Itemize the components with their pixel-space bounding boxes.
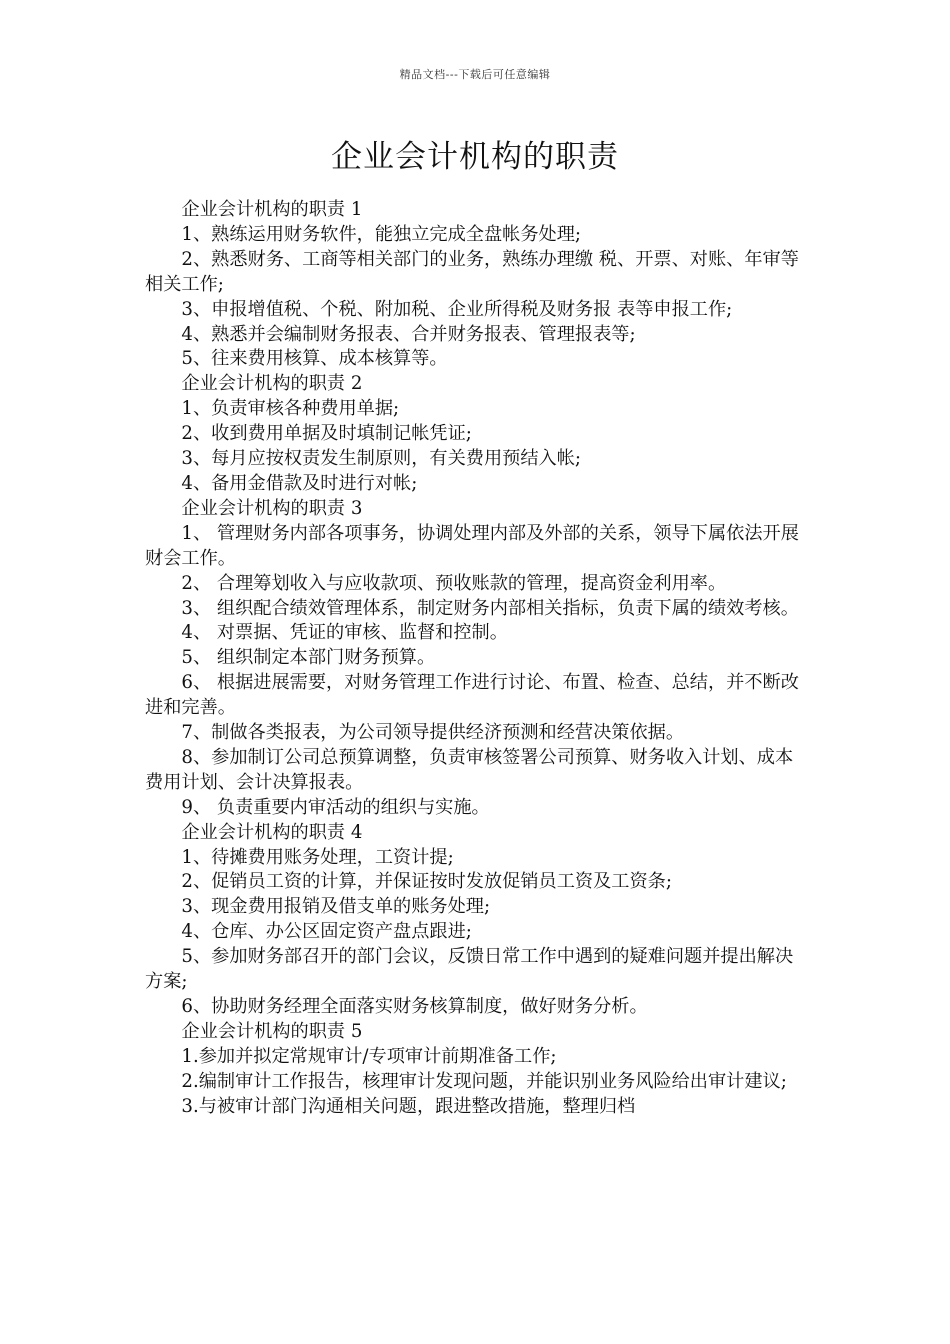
paragraph: 5、 组织制定本部门财务预算。 xyxy=(181,647,436,669)
paragraph: 3、 组织配合绩效管理体系，制定财务内部相关指标，负责下属的绩效考核。 xyxy=(181,597,799,619)
paragraph: 4、仓库、办公区固定资产盘点跟进; xyxy=(181,921,472,943)
paragraph: 2、 合理筹划收入与应收款项、预收账款的管理，提高资金利用率。 xyxy=(181,572,727,594)
paragraph: 3、每月应按权责发生制原则，有关费用预结入帐; xyxy=(181,448,582,470)
paragraph: 4、备用金借款及时进行对帐; xyxy=(181,472,418,494)
paragraph: 2、收到费用单据及时填制记帐凭证; xyxy=(181,423,472,445)
document-body xyxy=(145,198,810,1120)
paragraph: 3、申报增值税、个税、附加税、企业所得税及财务报 表等申报工作; xyxy=(181,298,733,320)
paragraph: 4、 对票据、凭证的审核、监督和控制。 xyxy=(181,622,508,644)
paragraph: 1、负责审核各种费用单据; xyxy=(181,398,400,420)
paragraph: 6、 根据进展需要，对财务管理工作进行讨论、布置、检查、总结，并不断改进和完善。 xyxy=(145,672,799,719)
paragraph: 2、促销员工资的计算，并保证按时发放促销员工资及工资条; xyxy=(181,871,672,893)
paragraph: 3.与被审计部门沟通相关问题，跟进整改措施，整理归档 xyxy=(181,1095,636,1117)
paragraph: 1.参加并拟定常规审计/专项审计前期准备工作; xyxy=(181,1045,557,1067)
section-heading: 企业会计机构的职责 2 xyxy=(181,373,363,395)
paragraph: 2.编制审计工作报告，核理审计发现问题，并能识别业务风险给出审计建议; xyxy=(181,1070,787,1092)
paragraph: 9、 负责重要内审活动的组织与实施。 xyxy=(181,796,490,818)
paragraph: 5、参加财务部召开的部门会议，反馈日常工作中遇到的疑难问题并提出解决方案; xyxy=(145,946,794,993)
paragraph: 1、熟练运用财务软件，能独立完成全盘帐务处理; xyxy=(181,223,582,245)
paragraph: 1、 管理财务内部各项事务，协调处理内部及外部的关系，领导下属依法开展财会工作。 xyxy=(145,522,799,569)
section-heading: 企业会计机构的职责 3 xyxy=(181,497,363,519)
paragraph: 8、参加制订公司总预算调整，负责审核签署公司预算、财务收入计划、成本费用计划、会计决算报表。 xyxy=(145,746,794,793)
section-heading: 企业会计机构的职责 5 xyxy=(181,1020,363,1042)
paragraph: 7、制做各类报表，为公司领导提供经济预测和经营决策依据。 xyxy=(181,722,685,744)
paragraph: 1、待摊费用账务处理，工资计提; xyxy=(181,846,454,868)
section-heading: 企业会计机构的职责 1 xyxy=(181,199,363,220)
page-title: 企业会计机构的职责 xyxy=(331,139,619,175)
section-heading: 企业会计机构的职责 4 xyxy=(181,821,363,843)
paragraph: 2、熟悉财务、工商等相关部门的业务，熟练办理缴 税、开票、对账、年审等相关工作; xyxy=(145,248,799,295)
paragraph: 3、现金费用报销及借支单的账务处理; xyxy=(181,896,491,918)
paragraph: 6、协助财务经理全面落实财务核算制度，做好财务分析。 xyxy=(181,996,648,1017)
paragraph: 5、往来费用核算、成本核算等。 xyxy=(181,348,448,370)
header-note: 精品文档---下载后可任意编辑 xyxy=(399,68,551,81)
paragraph: 4、熟悉并会编制财务报表、合并财务报表、管理报表等; xyxy=(181,323,636,345)
